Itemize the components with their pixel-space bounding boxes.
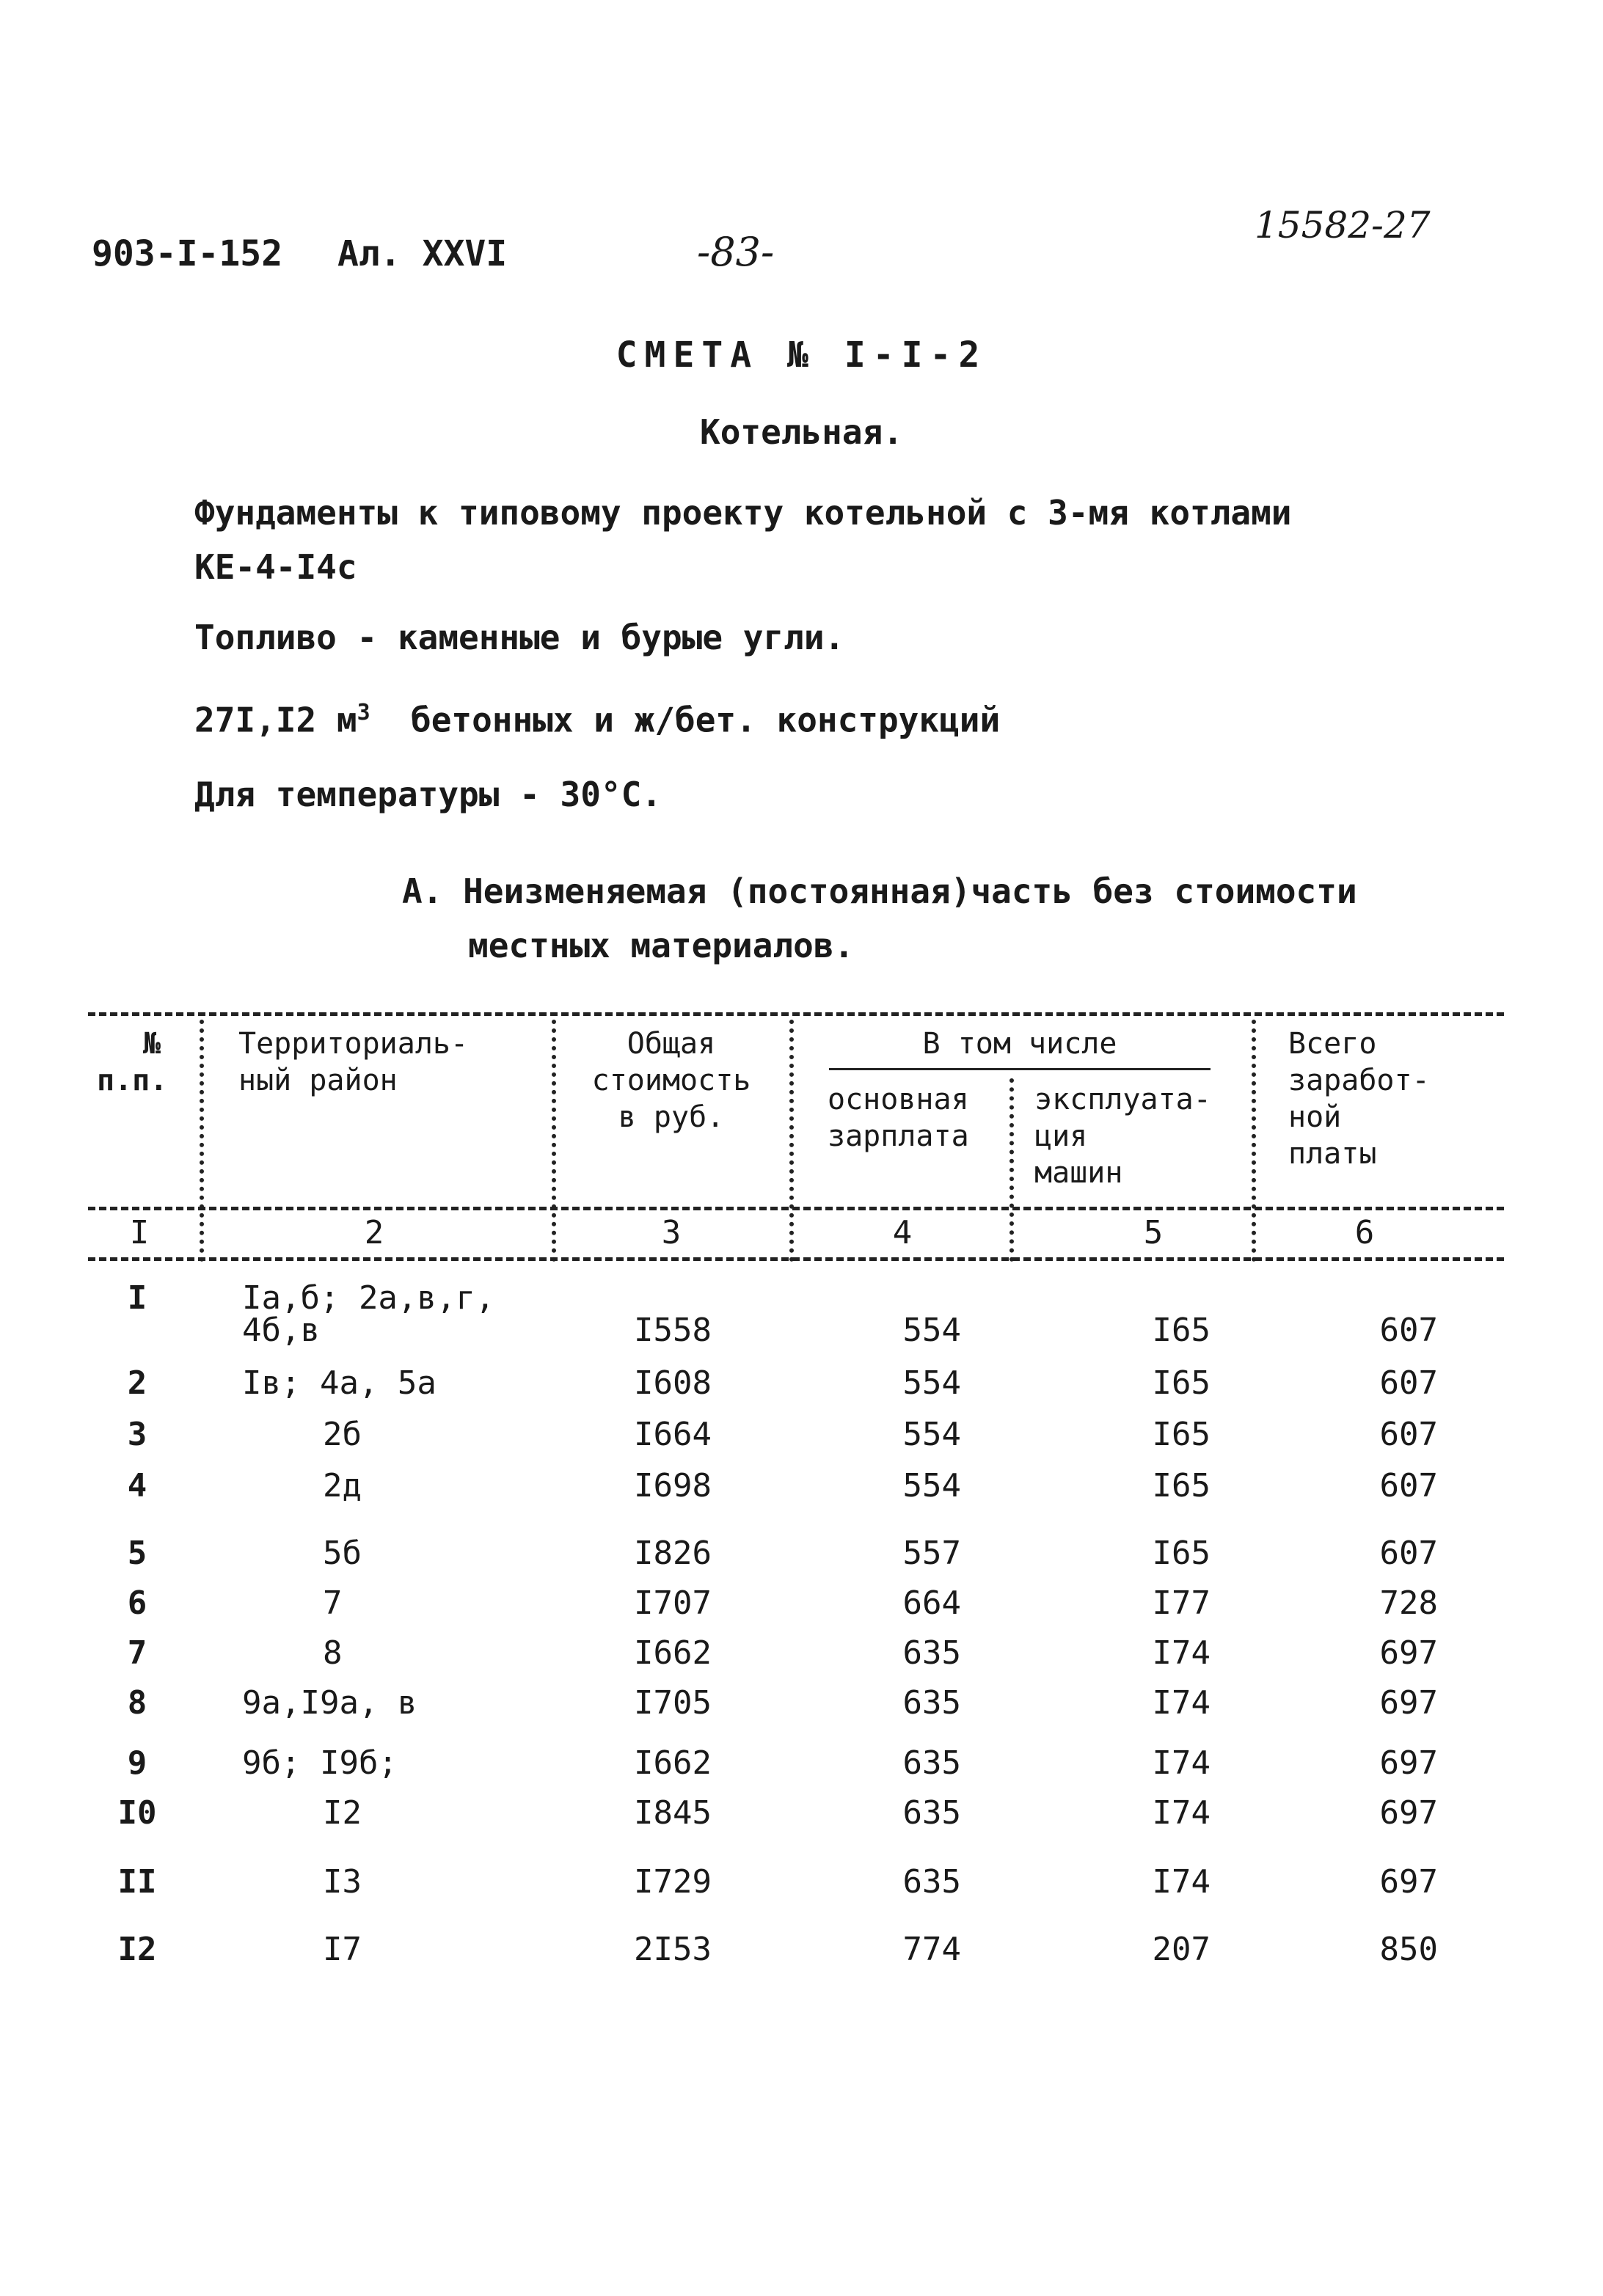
row-base-salary: 635: [902, 1744, 961, 1782]
row-total-cost: I698: [634, 1467, 712, 1505]
row-number: 2: [127, 1364, 147, 1402]
temperature-line: Для температуры - 30°С.: [194, 775, 662, 814]
header-group: В том числе: [922, 1027, 1117, 1061]
row-number: 5: [127, 1535, 147, 1572]
row-region: 9а,I9а, в: [242, 1684, 417, 1722]
building-name: Котельная.: [700, 412, 903, 452]
row-region: I2: [323, 1794, 362, 1832]
column-number: 5: [1143, 1214, 1164, 1251]
row-base-salary: 554: [902, 1364, 961, 1402]
header-salary-line1: основная: [828, 1083, 969, 1116]
header-wages-line3: ной: [1288, 1100, 1342, 1134]
row-total-cost: I558: [634, 1312, 712, 1349]
row-total-cost: I729: [634, 1863, 712, 1901]
header-machines: [1034, 1081, 1211, 1191]
row-region: 7: [323, 1584, 343, 1622]
header-machines-line1: эксплуата-: [1034, 1083, 1211, 1116]
row-region: 4б,в: [242, 1312, 320, 1349]
column-number: 2: [364, 1214, 384, 1251]
row-total-wages: 607: [1379, 1535, 1438, 1572]
header-number-symbol: №: [142, 1027, 161, 1061]
row-region: 2д: [323, 1467, 362, 1505]
page-number: -83-: [697, 229, 775, 275]
row-machine-operation: I77: [1152, 1584, 1211, 1622]
row-number: 9: [127, 1744, 147, 1782]
row-base-salary: 554: [902, 1416, 961, 1453]
column-separator: [1252, 1020, 1256, 1262]
row-number: 4: [127, 1467, 147, 1505]
row-number: II: [117, 1863, 157, 1901]
row-machine-operation: I74: [1152, 1794, 1211, 1832]
header-number-label: п.п.: [97, 1064, 168, 1097]
row-machine-operation: I65: [1152, 1467, 1211, 1505]
row-total-cost: 2I53: [634, 1931, 712, 1968]
row-total-cost: I664: [634, 1416, 712, 1453]
header-number: [97, 1025, 178, 1099]
table-colnum-rule: [88, 1257, 1504, 1261]
header-region: [238, 1025, 468, 1099]
row-region: I7: [323, 1931, 362, 1968]
row-number: 6: [127, 1584, 147, 1622]
table-top-rule: [88, 1012, 1504, 1016]
group-underline: [829, 1068, 1211, 1070]
header-total-line1: Общая: [627, 1027, 716, 1061]
row-base-salary: 635: [902, 1684, 961, 1722]
column-separator: [200, 1020, 204, 1262]
column-number: 6: [1354, 1214, 1375, 1251]
document-code: 903-I-152: [92, 233, 283, 274]
row-total-wages: 607: [1379, 1312, 1438, 1349]
header-machines-line2: ция: [1034, 1119, 1088, 1153]
row-machine-operation: I74: [1152, 1744, 1211, 1782]
row-total-wages: 607: [1379, 1364, 1438, 1402]
row-base-salary: 635: [902, 1863, 961, 1901]
header-wages: [1288, 1025, 1430, 1172]
section-a-heading: А. Неизменяемая (постоянная)часть без стоимости: [402, 871, 1357, 911]
album-number: Ал. XXVI: [337, 233, 508, 274]
row-region: 9б; I9б;: [242, 1744, 398, 1782]
row-machine-operation: I74: [1152, 1863, 1211, 1901]
row-base-salary: 557: [902, 1535, 961, 1572]
row-number: 8: [127, 1684, 147, 1722]
row-total-wages: 697: [1379, 1634, 1438, 1672]
row-region: I3: [323, 1863, 362, 1901]
row-number: I0: [117, 1794, 157, 1832]
row-total-cost: I826: [634, 1535, 712, 1572]
row-base-salary: 554: [902, 1312, 961, 1349]
description-line-1: Фундаменты к типовому проекту котельной с 3-мя котлами: [194, 493, 1292, 533]
row-total-cost: I662: [634, 1744, 712, 1782]
description-line-2: КЕ-4-I4с: [194, 547, 357, 587]
row-total-wages: 607: [1379, 1416, 1438, 1453]
row-base-salary: 774: [902, 1931, 961, 1968]
row-base-salary: 635: [902, 1794, 961, 1832]
volume-text: бетонных и ж/бет. конструкций: [411, 700, 1001, 740]
volume-unit-exponent: 3: [357, 700, 370, 725]
column-separator: [789, 1020, 794, 1262]
header-total-line2: стоимость: [591, 1064, 751, 1097]
row-total-wages: 728: [1379, 1584, 1438, 1622]
row-number: I: [127, 1279, 147, 1317]
row-machine-operation: 207: [1152, 1931, 1211, 1968]
row-total-wages: 697: [1379, 1794, 1438, 1832]
row-machine-operation: I74: [1152, 1634, 1211, 1672]
row-machine-operation: I65: [1152, 1416, 1211, 1453]
column-separator: [1009, 1078, 1014, 1262]
column-number: I: [129, 1214, 150, 1251]
header-wages-line2: заработ-: [1288, 1064, 1430, 1097]
row-total-cost: I662: [634, 1634, 712, 1672]
estimate-title: СМЕТА № I-I-2: [616, 334, 987, 376]
row-number: 3: [127, 1416, 147, 1453]
header-total-line3: в руб.: [618, 1100, 725, 1134]
column-number: 4: [892, 1214, 913, 1251]
row-machine-operation: I65: [1152, 1312, 1211, 1349]
row-region: Iа,б; 2а,в,г,: [242, 1279, 495, 1317]
row-total-wages: 697: [1379, 1684, 1438, 1722]
header-wages-line4: платы: [1288, 1137, 1377, 1171]
row-total-cost: I705: [634, 1684, 712, 1722]
header-total: [572, 1025, 770, 1136]
row-total-wages: 697: [1379, 1863, 1438, 1901]
row-total-wages: 697: [1379, 1744, 1438, 1782]
row-total-cost: I845: [634, 1794, 712, 1832]
row-machine-operation: I74: [1152, 1684, 1211, 1722]
column-number: 3: [661, 1214, 682, 1251]
table-header-rule: [88, 1207, 1504, 1210]
row-machine-operation: I65: [1152, 1535, 1211, 1572]
row-region: 2б: [323, 1416, 362, 1453]
header-region-line1: Территориаль-: [238, 1027, 469, 1061]
header-region-line2: ный район: [238, 1064, 398, 1097]
row-region: 5б: [323, 1535, 362, 1572]
row-number: 7: [127, 1634, 147, 1672]
row-number: I2: [117, 1931, 157, 1968]
volume-line: [194, 700, 1000, 739]
row-machine-operation: I65: [1152, 1364, 1211, 1402]
row-base-salary: 635: [902, 1634, 961, 1672]
row-total-wages: 607: [1379, 1467, 1438, 1505]
row-base-salary: 554: [902, 1467, 961, 1505]
header-machines-line3: машин: [1034, 1156, 1123, 1190]
row-region: 8: [323, 1634, 343, 1672]
column-separator: [552, 1020, 556, 1262]
fuel-line: Топливо - каменные и бурые угли.: [194, 618, 845, 657]
row-total-wages: 850: [1379, 1931, 1438, 1968]
header-salary-line2: зарплата: [828, 1119, 969, 1153]
volume-value: 27I,I2 м: [194, 700, 357, 740]
row-total-cost: I608: [634, 1364, 712, 1402]
row-total-cost: I707: [634, 1584, 712, 1622]
section-a-heading-cont: местных материалов.: [468, 926, 855, 965]
header-salary: [828, 1081, 969, 1155]
archive-number: 15582-27: [1255, 204, 1431, 246]
row-region: Iв; 4а, 5а: [242, 1364, 437, 1402]
row-base-salary: 664: [902, 1584, 961, 1622]
header-wages-line1: Всего: [1288, 1027, 1377, 1061]
